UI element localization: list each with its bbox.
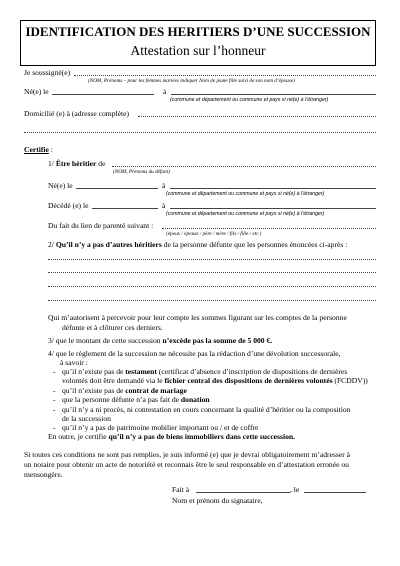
warning-line-2: un notaire pour obtenir un acte de notoriété et reconnais être le seul responsable en d’attestation erronée ou bbox=[24, 460, 349, 469]
item2-text: 2/ Qu’il n’y a pas d’autres héritiers de la personne défunte que les personnes énoncées ci-après : bbox=[48, 240, 348, 249]
item1-text: 1/ Être héritier de bbox=[48, 159, 106, 168]
defunt-ne-label: Né(e) le bbox=[48, 181, 73, 190]
page-title: IDENTIFICATION DES HERITIERS D’UNE SUCCESSION bbox=[25, 24, 371, 39]
decede-place-field[interactable] bbox=[170, 208, 376, 209]
ne-place-field[interactable] bbox=[171, 94, 376, 95]
le-label: , le bbox=[290, 485, 300, 494]
fait-place-field[interactable] bbox=[196, 492, 290, 493]
item4-line-2: à savoir : bbox=[60, 358, 88, 367]
conditions-list bbox=[53, 367, 368, 433]
item3-text: 3/ que le montant de cette succession n’excède pas la somme de 5 000 €. bbox=[48, 336, 273, 345]
ne-hint: (commune et département ou commune et pays si né(e) à l’étranger) bbox=[170, 97, 329, 103]
final-certify: En outre, je certifie qu’il n’y a pas de biens immobiliers dans cette succession. bbox=[48, 432, 295, 441]
decede-hint: (commune et département ou commune et pays si né(e) à l’étranger) bbox=[166, 211, 325, 217]
item4-line-1: 4/ que le règlement de la succession ne nécessite pas la rédaction d’une dévolution successorale, bbox=[48, 349, 341, 358]
warning-line-1: Si toutes ces conditions ne sont pas remplies, je suis informé (e) que je devrai obligatoirement m’adresser à bbox=[24, 450, 351, 459]
heir-line-2[interactable] bbox=[48, 272, 376, 273]
warning-line-3: mensongère. bbox=[24, 470, 63, 479]
fait-label: Fait à bbox=[172, 485, 190, 494]
condition-proces: - qu’il n’y a ni procès, ni contestation en cours concernant la qualité d’héritier ou la composition bbox=[53, 404, 351, 414]
defunt-ne-place-field[interactable] bbox=[170, 188, 376, 189]
condition-testament: - qu’il n’existe pas de testament (certificat d’absence d’inscription de dispositions de dernières bbox=[53, 367, 348, 376]
signature-label: Nom et prénom du signataire, bbox=[172, 496, 263, 505]
lien-hint: (époux / épouse / père / mère / fils / fille / etc.) bbox=[166, 231, 262, 237]
condition-contrat: - qu’il n’existe pas de contrat de mariage bbox=[53, 385, 187, 395]
decede-date-field[interactable] bbox=[92, 208, 158, 209]
defunt-ne-hint: (commune et département ou commune et pays si né(e) à l’étranger) bbox=[166, 191, 325, 197]
ne-label: Né(e) le bbox=[24, 87, 49, 96]
heir-line-4[interactable] bbox=[48, 300, 376, 301]
autorise-line-1: Qui m’autorisent à percevoir pour leur compte les sommes figurant sur les comptes de la personne bbox=[48, 313, 347, 322]
soussigne-hint: (NOM, Prénoms – pour les femmes mariées indiquer Nom de jeune fille suivi de son nom d’épouse) bbox=[88, 78, 295, 84]
defunt-field[interactable] bbox=[112, 166, 376, 167]
soussigne-field[interactable] bbox=[74, 75, 376, 76]
ne-a-label: à bbox=[163, 87, 167, 96]
page-subtitle: Attestation sur l’honneur bbox=[130, 43, 266, 58]
decede-a-label: à bbox=[162, 201, 166, 210]
condition-testament-cont: volontés doit être demandé via le fichier central des dispositions de dernières volontés (FCDDV)) bbox=[62, 376, 368, 386]
condition-donation: - que la personne défunte n’a pas fait de donation bbox=[53, 395, 210, 405]
domicile-label: Domicilié (e) à (adresse complète) bbox=[24, 109, 129, 118]
domicile-field-2[interactable] bbox=[24, 132, 376, 133]
soussigne-label: Je soussigné(e) bbox=[24, 68, 71, 77]
lien-field[interactable] bbox=[162, 228, 376, 229]
decede-label: Décédé (e) le bbox=[48, 201, 89, 210]
certifie-heading: Certifie : bbox=[24, 145, 53, 154]
fait-date-field[interactable] bbox=[304, 492, 366, 493]
defunt-ne-a-label: à bbox=[162, 181, 166, 190]
autorise-line-2: défunte et à clôturer ces derniers. bbox=[62, 323, 163, 332]
condition-patrimoine: - qu’il n’y a pas de patrimoine mobilier important ou / et de coffre bbox=[53, 423, 259, 433]
condition-proces-cont: de la succession bbox=[62, 414, 111, 424]
domicile-field[interactable] bbox=[138, 116, 376, 117]
heir-line-1[interactable] bbox=[48, 259, 376, 260]
lien-label: Du fait du lien de parenté suivant : bbox=[48, 221, 154, 230]
heir-line-3[interactable] bbox=[48, 286, 376, 287]
ne-date-field[interactable] bbox=[52, 94, 154, 95]
defunt-hint: (NOM, Prénoms du défunt) bbox=[113, 169, 170, 175]
defunt-ne-date-field[interactable] bbox=[76, 188, 158, 189]
